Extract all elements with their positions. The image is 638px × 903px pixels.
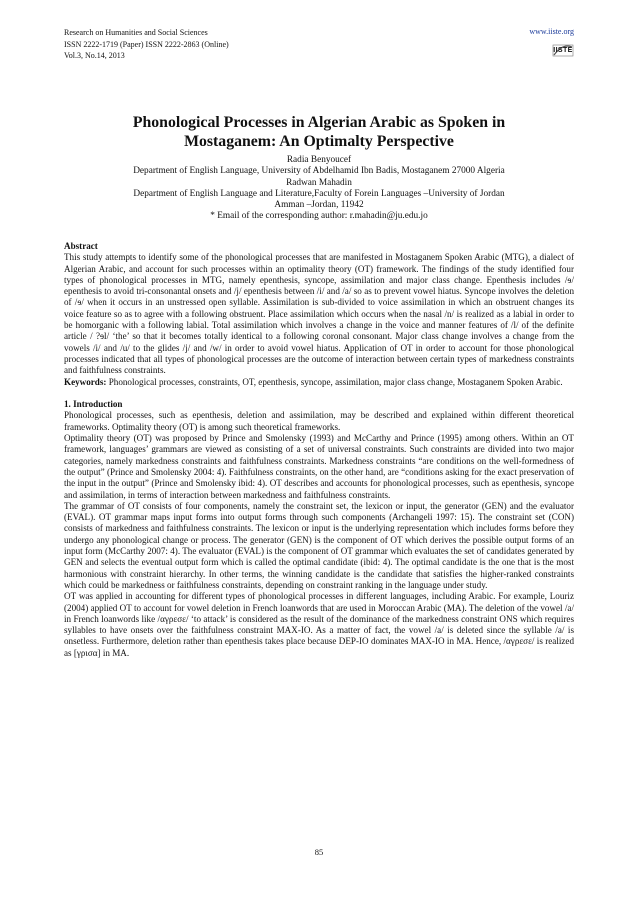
iiste-logo bbox=[552, 41, 574, 59]
journal-header bbox=[64, 27, 229, 62]
title-line-1: Phonological Processes in Algerian Arabic as Spoken in bbox=[132, 114, 506, 131]
intro-paragraph: OT was applied in accounting for different types of phonological processes in different languages, including Arabic. For example, Louriz (2004) applied OT to account for vowel deletion in French loanwords that are used in Moroccan Arabic (MA). The deletion of the vowel /a/ in French loanwords like /αγρεσε/ ‘to attack’ is considered as the result of the dominance of the markedness constraint ONS which requires syllables to have onsets over the faithfulness constraint MAX-IO. As a matter of fact, the vowel /a/ is deleted since the syllable /a/ is onsetless. Furthermore, deletion rather than epenthesis takes place because DEP-IO dominates MAX-IO in MA. Hence, /αγρεσε/ is realized as [γρισα] in MA. bbox=[64, 591, 574, 658]
intro-paragraph: Phonological processes, such as epenthesis, deletion and assimilation, may be described and explained within different theoretical frameworks. Optimality theory (OT) is among such theoretical frameworks. bbox=[64, 410, 574, 432]
journal-name: Research on Humanities and Social Sciences bbox=[64, 28, 208, 37]
volume-line: Vol.3, No.14, 2013 bbox=[64, 51, 125, 60]
paper-title bbox=[64, 113, 574, 151]
journal-url-link[interactable]: www.iiste.org bbox=[529, 27, 574, 36]
author-block bbox=[64, 155, 574, 223]
author-name-1: Radia Benyoucef bbox=[286, 155, 352, 165]
paper-body bbox=[64, 241, 574, 659]
keywords-line bbox=[64, 377, 574, 388]
logo-lettering: IISTE bbox=[553, 46, 573, 54]
author-affiliation-2: Department of English Language and Literature,Faculty of Forein Languages –University of Jordan bbox=[133, 188, 505, 199]
title-line-2: Mostaganem: An Optimalty Perspective bbox=[184, 133, 454, 150]
keywords-label: Keywords: bbox=[64, 376, 107, 387]
author-address-2: Amman –Jordan, 11942 bbox=[274, 200, 364, 211]
page-number: 85 bbox=[314, 847, 324, 857]
issn-line: ISSN 2222-1719 (Paper) ISSN 2222-2863 (Online) bbox=[64, 39, 229, 49]
abstract-text: This study attempts to identify some of the phonological processes that are manifested in Mostaganem Spoken Arabic (MTG), a dialect of Algerian Arabic, and account for such processes within an optimality theory (OT) framework. The findings of the study identified four types of phonological processes in MTG, namely epenthesis, syncope, assimilation and major class change. Epenthesis includes /ɘ/ epenthesis to avoid tri-consonantal onsets and /j/ epenthesis between /i/ and /a/ so as to prevent vowel hiatus. Syncope involves the deletion of /ɘ/ when it occurs in an unstressed open syllable. Assimilation is sub-divided to voice assimilation in which an obstruent changes its voice feature so as to agree with a following obstruent. Place assimilation which occurs when the nasal /n/ is realized as a labial in order to be homorganic with a following labial. Total assimilation which involves a change in the voice and manner features of /l/ of the definite article / ?ɘl/ ‘the’ so that it becomes totally identical to a following coronal consonant. Major class change involves a change from the vowels /i/ and /u/ to the glides /j/ and /w/ in order to avoid vowel hiatus. Application of OT in order to account for those phonological processes indicated that all types of phonological processes are the outcome of interaction between certain types of markedness constraints and faithfulness constraints. bbox=[64, 252, 574, 376]
intro-paragraph: Optimality theory (OT) was proposed by Prince and Smolensky (1993) and McCarthy and Prince (1995) among others. Within an OT framework, languages’ grammars are viewed as consisting of a set of universal constraints. Such constraints are divided into two major categories, namely markedness constraints and faithfulness constraints. Markedness constraints “are conditions on the well-formedness of the output” (Prince and Smolensky 2004: 4). Faithfulness constraints, on the other hand, are “conditions asking for the exact preservation of the input in the output” (Prince and Smolensky ibid: 4). OT describes and accounts for phonological processes, such as epenthesis, syncope and assimilation, in terms of interaction between markedness and faithfulness constraints. bbox=[64, 433, 574, 500]
section-heading-introduction: 1. Introduction bbox=[64, 399, 123, 410]
author-affiliation-1: Department of English Language, University of Abdelhamid Ibn Badis, Mostaganem 27000 Algeria bbox=[133, 166, 505, 177]
abstract-heading: Abstract bbox=[64, 241, 98, 251]
intro-paragraph: The grammar of OT consists of four components, namely the constraint set, the lexicon or input, the generator (GEN) and the evaluator (EVAL). OT grammar maps input forms into output forms through such components (Archangeli 1997: 15). The constraint set (CON) consists of markedness and faithfulness constraints. The lexicon or input is the underlying representation which includes forms before they undergo any phonological change or process. The generator (GEN) is the component of OT which derives the possible output forms of an input form (McCarthy 2007: 4). The evaluator (EVAL) is the component of OT grammar which evaluates the set of candidates generated by GEN and selects the eventual output form which is called the optimal candidate (ibid: 4). The optimal candidate is the one that is the most harmonious with constraint hierarchy. In other terms, the winning candidate is the candidate that satisfies the higher-ranked constraints which could be markedness or faithfulness constraints, depending on constraint ranking in the language under study. bbox=[64, 500, 574, 590]
corresponding-email: * Email of the corresponding author: r.mahadin@ju.edu.jo bbox=[210, 211, 428, 222]
author-name-2: Radwan Mahadin bbox=[286, 177, 352, 188]
keywords-text: Phonological processes, constraints, OT, epenthesis, syncope, assimilation, major class change, Mostaganem Spoken Arabic. bbox=[106, 376, 563, 387]
